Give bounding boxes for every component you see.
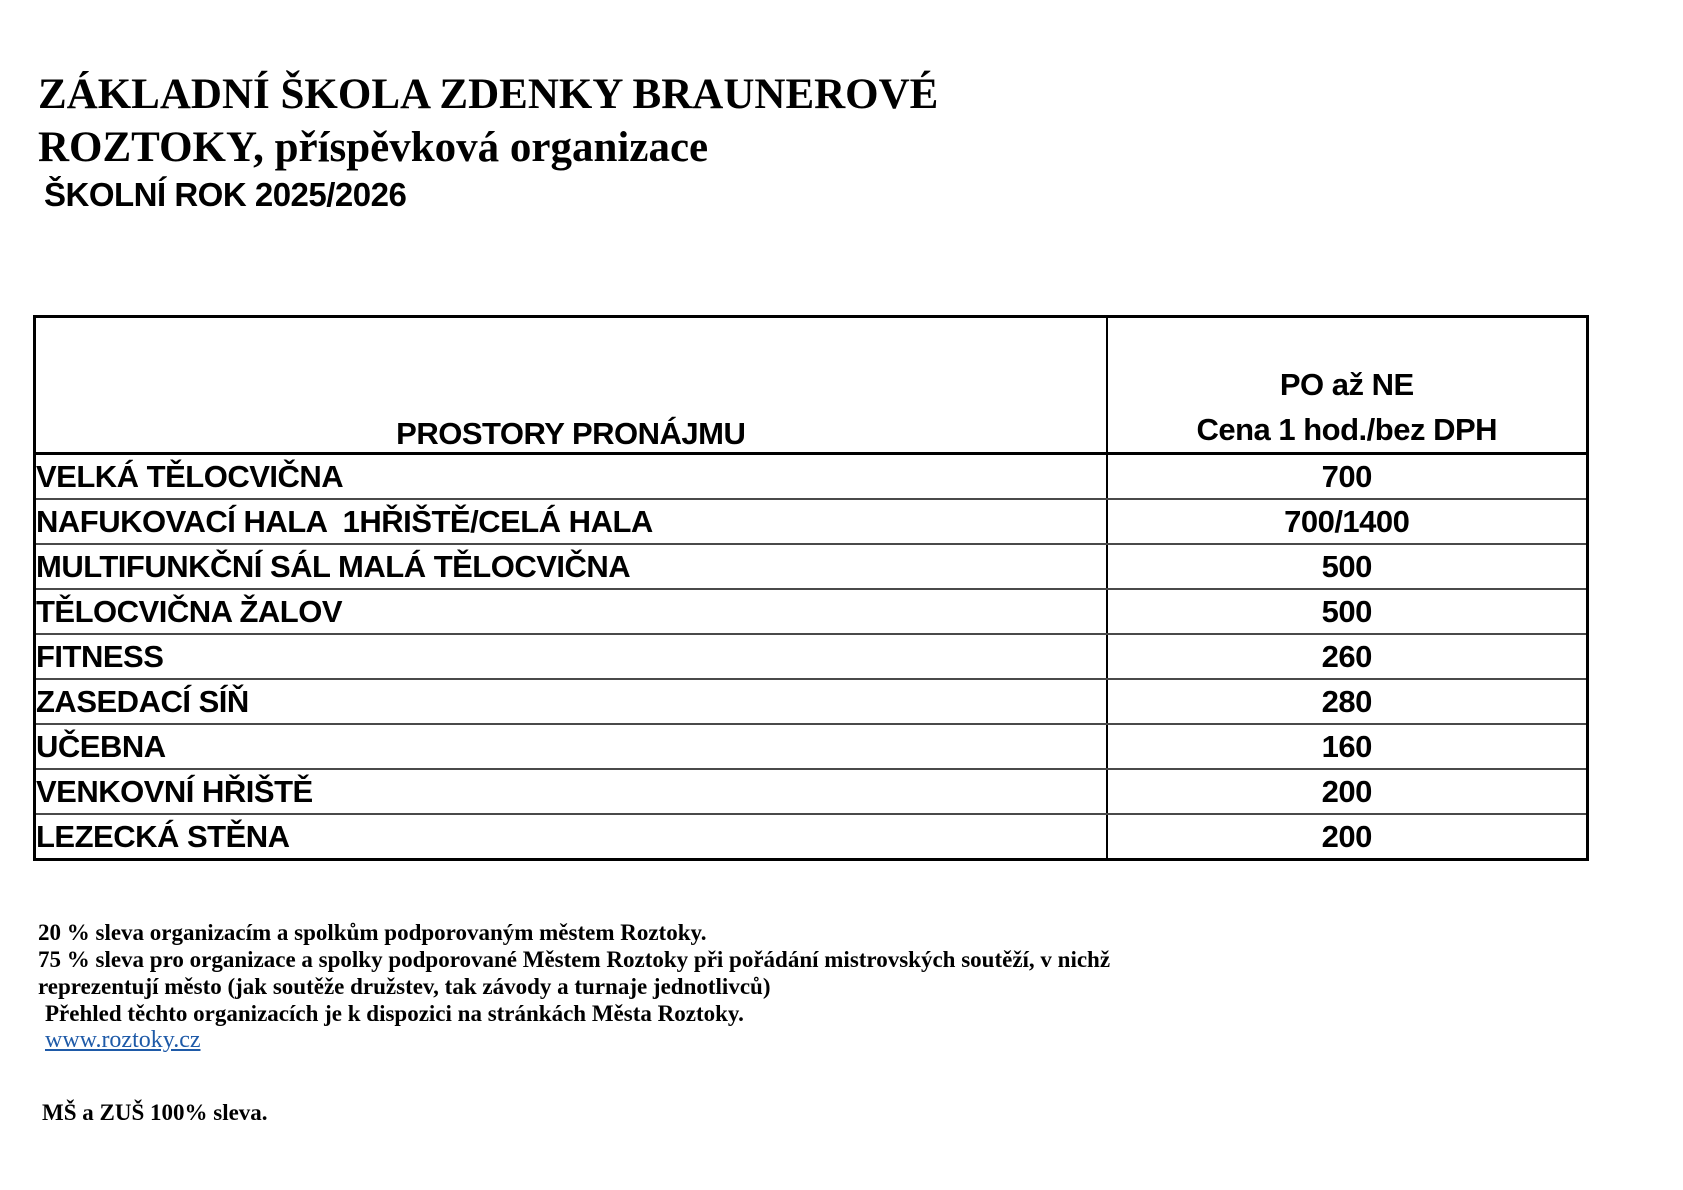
price-cell: 160 bbox=[1107, 724, 1588, 769]
space-name-cell: VENKOVNÍ HŘIŠTĚ bbox=[35, 769, 1107, 814]
space-name-cell: LEZECKÁ STĚNA bbox=[35, 814, 1107, 860]
price-cell: 200 bbox=[1107, 814, 1588, 860]
price-cell: 260 bbox=[1107, 634, 1588, 679]
school-year: ŠKOLNÍ ROK 2025/2026 bbox=[44, 176, 407, 213]
discount-note-20: 20 % sleva organizacím a spolkům podporovaným městem Roztoky. bbox=[38, 920, 707, 945]
table-row bbox=[35, 454, 1588, 500]
table-row bbox=[35, 679, 1588, 724]
space-name-cell: NAFUKOVACÍ HALA 1HŘIŠTĚ/CELÁ HALA bbox=[35, 499, 1107, 544]
price-cell: 280 bbox=[1107, 679, 1588, 724]
column-header-spaces: PROSTORY PRONÁJMU bbox=[35, 317, 1107, 454]
price-cell: 200 bbox=[1107, 769, 1588, 814]
table-row bbox=[35, 499, 1588, 544]
roztoky-website-link[interactable]: www.roztoky.cz bbox=[45, 1027, 201, 1053]
ms-zus-discount-note: MŠ a ZUŠ 100% sleva. bbox=[42, 1100, 268, 1125]
school-name-line1: ZÁKLADNÍ ŠKOLA ZDENKY BRAUNEROVÉ bbox=[38, 71, 939, 118]
discount-note-75-continued: reprezentují město (jak soutěže družstev, tak závody a turnaje jednotlivců) bbox=[38, 974, 771, 999]
column-header-price bbox=[1107, 317, 1588, 454]
organizations-overview-note: Přehled těchto organizacích je k dispozici na stránkách Města Roztoky. bbox=[45, 1001, 744, 1026]
space-name-cell: FITNESS bbox=[35, 634, 1107, 679]
discount-notes bbox=[38, 919, 1683, 1054]
rental-price-table bbox=[33, 315, 1589, 861]
school-name-line2: ROZTOKY, příspěvková organizace bbox=[38, 124, 709, 171]
space-name-cell: TĚLOCVIČNA ŽALOV bbox=[35, 589, 1107, 634]
table-header-row bbox=[35, 317, 1588, 454]
price-header-days: PO až NE bbox=[1279, 367, 1414, 402]
table-row bbox=[35, 814, 1588, 860]
price-cell: 700 bbox=[1107, 454, 1588, 500]
price-cell: 500 bbox=[1107, 589, 1588, 634]
price-header-rate: Cena 1 hod./bez DPH bbox=[1196, 412, 1498, 447]
space-name-cell: ZASEDACÍ SÍŇ bbox=[35, 679, 1107, 724]
table-row bbox=[35, 634, 1588, 679]
space-name-cell: MULTIFUNKČNÍ SÁL MALÁ TĚLOCVIČNA bbox=[35, 544, 1107, 589]
price-cell: 500 bbox=[1107, 544, 1588, 589]
price-cell: 700/1400 bbox=[1107, 499, 1588, 544]
table-row bbox=[35, 724, 1588, 769]
document-header bbox=[0, 0, 1683, 215]
link-line bbox=[38, 1027, 1683, 1054]
table-row bbox=[35, 769, 1588, 814]
space-name-cell: UČEBNA bbox=[35, 724, 1107, 769]
space-name-cell: VELKÁ TĚLOCVIČNA bbox=[35, 454, 1107, 500]
discount-note-75: 75 % sleva pro organizace a spolky podporované Městem Roztoky při pořádání mistrovských soutěží, v nichž bbox=[38, 947, 1111, 972]
table-row bbox=[35, 544, 1588, 589]
table-row bbox=[35, 589, 1588, 634]
